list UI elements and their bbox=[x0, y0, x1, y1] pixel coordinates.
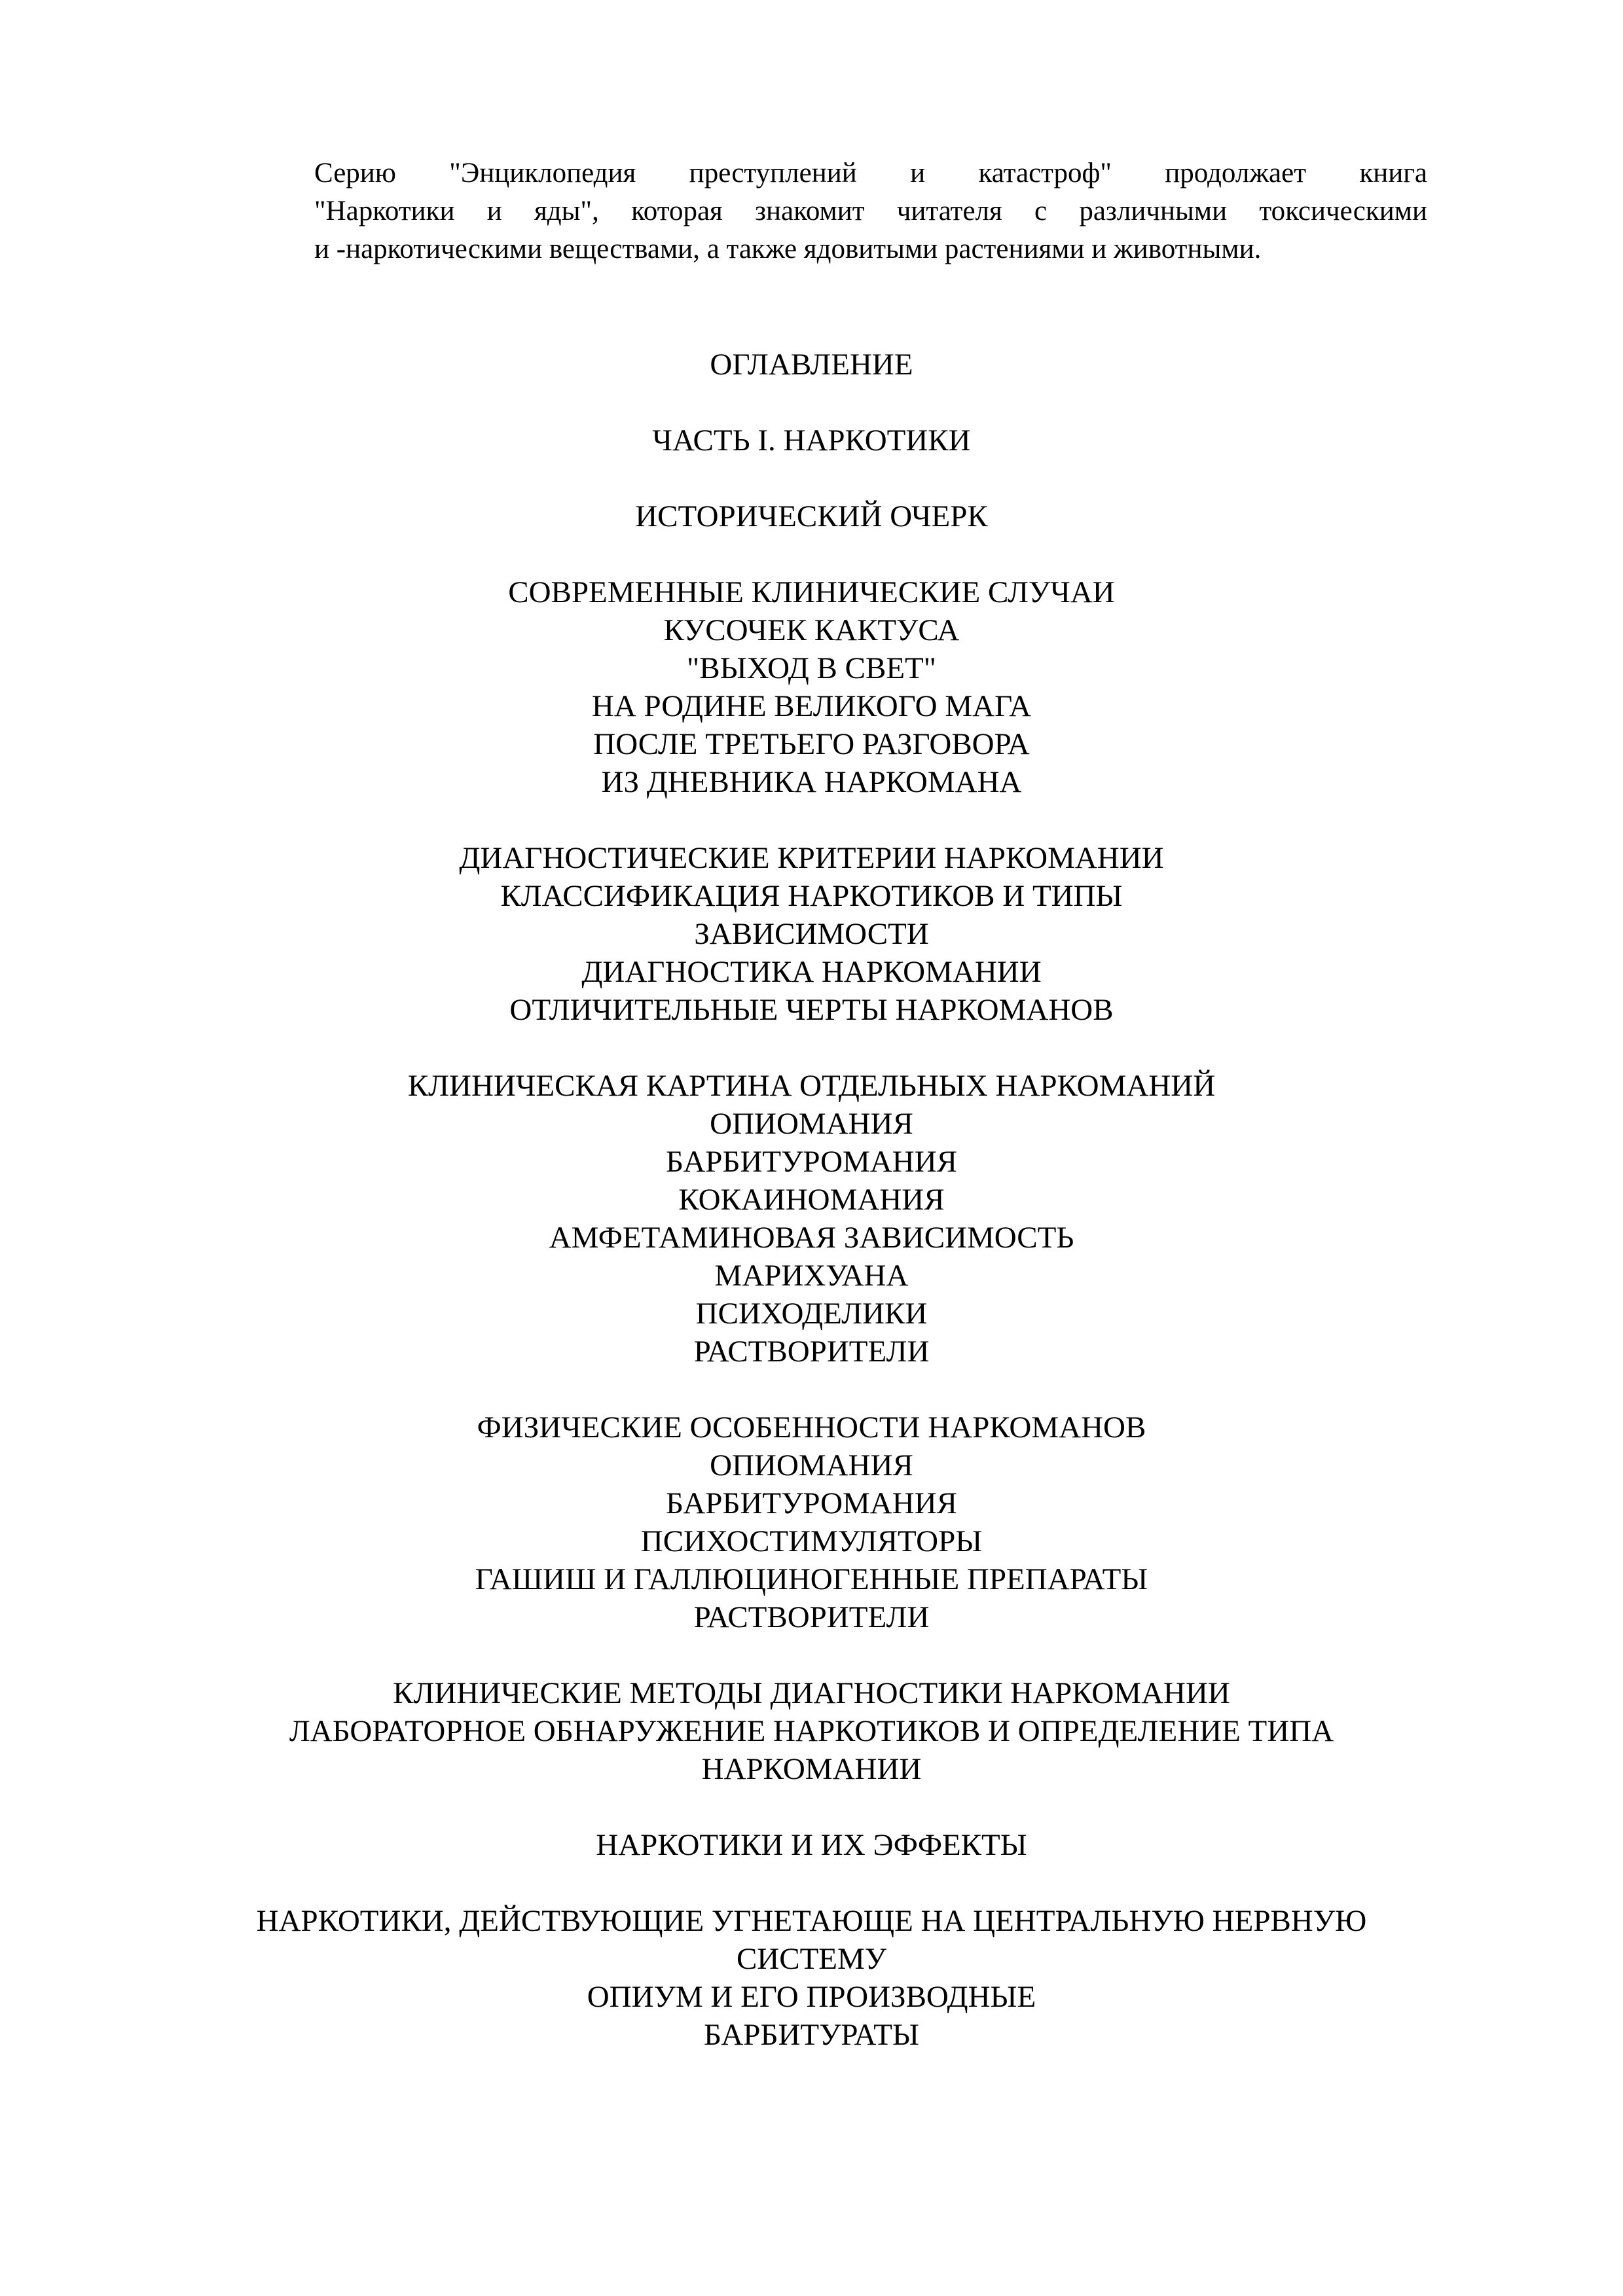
toc-entry: ПСИХОДЕЛИКИ bbox=[695, 1297, 928, 1331]
toc-entry: ИЗ ДНЕВНИКА НАРКОМАНА bbox=[601, 765, 1022, 799]
intro-line: Серию "Энциклопедия преступлений и катастроф" продолжает книга bbox=[314, 158, 1427, 188]
toc-entry: АМФЕТАМИНОВАЯ ЗАВИСИМОСТЬ bbox=[549, 1221, 1074, 1255]
toc-entry: ФИЗИЧЕСКИЕ ОСОБЕННОСТИ НАРКОМАНОВ bbox=[477, 1410, 1146, 1444]
toc-heading: ОГЛАВЛЕНИЕ bbox=[710, 348, 913, 382]
intro-line: "Наркотики и яды", которая знакомит читателя с различными токсическими bbox=[314, 196, 1427, 226]
toc-section-drug-effects bbox=[0, 1826, 1623, 1864]
toc-entry: ДИАГНОСТИЧЕСКИЕ КРИТЕРИИ НАРКОМАНИИ bbox=[459, 841, 1164, 875]
toc-section-depressants bbox=[0, 1902, 1623, 2054]
toc-entry: БАРБИТУРАТЫ bbox=[704, 2018, 919, 2052]
toc-entry: КУСОЧЕК КАКТУСА bbox=[663, 613, 960, 647]
toc-entry: СОВРЕМЕННЫЕ КЛИНИЧЕСКИЕ СЛУЧАИ bbox=[508, 575, 1115, 609]
toc-entry: СИСТЕМУ bbox=[736, 1942, 887, 1976]
toc-entry: ДИАГНОСТИКА НАРКОМАНИИ bbox=[581, 955, 1042, 989]
toc-entry: КЛИНИЧЕСКАЯ КАРТИНА ОТДЕЛЬНЫХ НАРКОМАНИЙ bbox=[407, 1069, 1216, 1103]
table-of-contents bbox=[0, 346, 1623, 2092]
toc-entry: ЛАБОРАТОРНОЕ ОБНАРУЖЕНИЕ НАРКОТИКОВ И ОПРЕДЕЛЕНИЕ ТИПА bbox=[289, 1714, 1334, 1748]
intro-paragraph bbox=[314, 154, 1427, 268]
toc-section-clinical-methods bbox=[0, 1674, 1623, 1788]
toc-entry: ПСИХОСТИМУЛЯТОРЫ bbox=[640, 1524, 983, 1558]
toc-entry: КЛАССИФИКАЦИЯ НАРКОТИКОВ И ТИПЫ bbox=[500, 879, 1123, 913]
intro-line: и -наркотическими веществами, а также ядовитыми растениями и животными. bbox=[314, 234, 1262, 264]
toc-section-clinical-picture bbox=[0, 1067, 1623, 1371]
toc-entry: РАСТВОРИТЕЛИ bbox=[693, 1335, 930, 1369]
toc-entry: РАСТВОРИТЕЛИ bbox=[693, 1600, 930, 1634]
toc-entry: ОТЛИЧИТЕЛЬНЫЕ ЧЕРТЫ НАРКОМАНОВ bbox=[509, 993, 1114, 1027]
toc-entry: КОКАИНОМАНИЯ bbox=[678, 1183, 945, 1217]
toc-entry: НА РОДИНЕ ВЕЛИКОГО МАГА bbox=[591, 689, 1032, 723]
toc-entry: МАРИХУАНА bbox=[714, 1259, 909, 1293]
toc-entry: ЗАВИСИМОСТИ bbox=[694, 917, 929, 951]
toc-entry: ГАШИШ И ГАЛЛЮЦИНОГЕННЫЕ ПРЕПАРАТЫ bbox=[475, 1562, 1148, 1596]
toc-entry: БАРБИТУРОМАНИЯ bbox=[666, 1486, 957, 1520]
toc-part-group bbox=[0, 422, 1623, 459]
toc-entry: ОПИОМАНИЯ bbox=[710, 1448, 913, 1482]
toc-entry: БАРБИТУРОМАНИЯ bbox=[666, 1145, 957, 1179]
toc-section-clinical-cases bbox=[0, 573, 1623, 801]
toc-section-historical bbox=[0, 497, 1623, 535]
toc-entry: НАРКОТИКИ, ДЕЙСТВУЮЩИЕ УГНЕТАЮЩЕ НА ЦЕНТРАЛЬНУЮ НЕРВНУЮ bbox=[256, 1904, 1367, 1938]
toc-entry: ОПИОМАНИЯ bbox=[710, 1107, 913, 1141]
toc-entry: КЛИНИЧЕСКИЕ МЕТОДЫ ДИАГНОСТИКИ НАРКОМАНИИ bbox=[393, 1676, 1230, 1710]
toc-entry: ОПИУМ И ЕГО ПРОИЗВОДНЫЕ bbox=[587, 1980, 1036, 2014]
toc-section-physical-features bbox=[0, 1408, 1623, 1636]
toc-entry: "ВЫХОД В СВЕТ" bbox=[687, 651, 936, 685]
toc-section-diagnostic-criteria bbox=[0, 839, 1623, 1029]
toc-entry: НАРКОМАНИИ bbox=[701, 1752, 922, 1786]
toc-entry: ИСТОРИЧЕСКИЙ ОЧЕРК bbox=[635, 499, 988, 533]
toc-entry: ПОСЛЕ ТРЕТЬЕГО РАЗГОВОРА bbox=[593, 727, 1030, 761]
toc-heading-group bbox=[0, 346, 1623, 384]
toc-entry: НАРКОТИКИ И ИХ ЭФФЕКТЫ bbox=[596, 1828, 1027, 1862]
toc-part-title: ЧАСТЬ I. НАРКОТИКИ bbox=[652, 423, 971, 457]
